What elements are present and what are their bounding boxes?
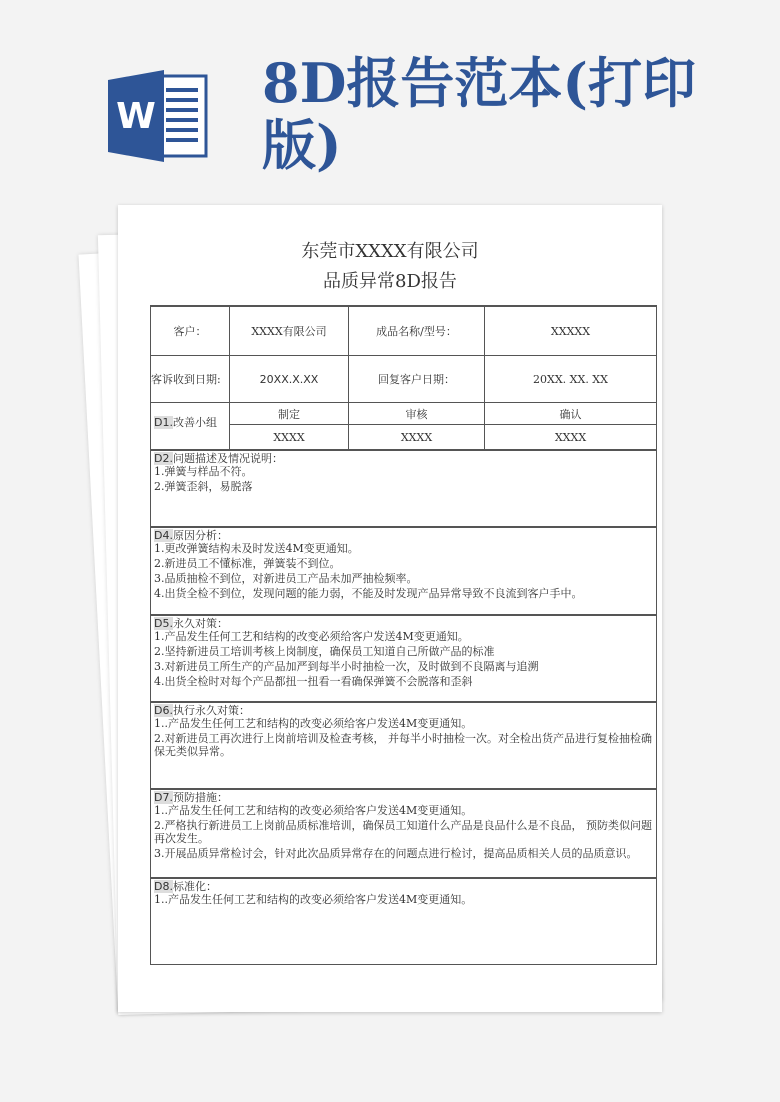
section-line: 1.弹簧与样品不符。 xyxy=(154,465,253,478)
section-d4 xyxy=(150,526,657,615)
section-line: 1.产品发生任何工艺和结构的改变必须给客户发送4M变更通知。 xyxy=(154,630,469,643)
d1-text: 改善小组 xyxy=(172,416,217,429)
reply-date-label: 回复客户日期： xyxy=(348,355,485,403)
section-heading xyxy=(154,529,653,542)
section-tag: D5. xyxy=(154,617,173,630)
section-title: 标准化： xyxy=(172,880,217,893)
d1-value: XXXX xyxy=(484,424,657,450)
section-line: 2.坚持新进员工培训考核上岗制度，确保员工知道自己所做产品的标准 xyxy=(154,645,495,658)
section-line: 3.对新进员工所生产的产品加严到每半小时抽检一次，及时做到不良隔离与追溯 xyxy=(154,660,539,673)
section-title: 执行永久对策： xyxy=(172,704,250,717)
section-tag: D4. xyxy=(154,529,173,542)
section-d6 xyxy=(150,701,657,789)
section-tag: D7. xyxy=(154,791,173,804)
section-line: 3.开展品质异常检讨会，针对此次品质异常存在的问题点进行检讨，提高品质相关人员的品质意识。 xyxy=(154,847,638,860)
section-tag: D6. xyxy=(154,704,173,717)
complaint-date-value: 20XX.X.XX xyxy=(229,355,349,403)
banner-title: 8D报告范本(打印版) xyxy=(262,51,696,177)
svg-text:W: W xyxy=(116,96,156,137)
section-title: 预防措施： xyxy=(172,791,228,804)
word-document-icon xyxy=(108,70,208,162)
section-line: 1..产品发生任何工艺和结构的改变必须给客户发送4M变更通知。 xyxy=(154,717,473,730)
section-tag: D2. xyxy=(154,452,173,465)
section-tag: D8. xyxy=(154,880,173,893)
section-title: 问题描述及情况说明： xyxy=(172,452,283,465)
section-title: 原因分析： xyxy=(172,529,228,542)
section-line: 1..产品发生任何工艺和结构的改变必须给客户发送4M变更通知。 xyxy=(154,804,473,817)
section-line: 1.更改弹簧结构未及时发送4M变更通知。 xyxy=(154,542,359,555)
section-line: 2.新进员工不懂标准，弹簧装不到位。 xyxy=(154,557,341,570)
section-d7 xyxy=(150,788,657,878)
d1-label xyxy=(150,402,230,450)
section-line: 4.出货全检时对每个产品都扭一扭看一看确保弹簧不会脱落和歪斜 xyxy=(154,675,473,688)
d1-tag: D1. xyxy=(154,416,173,429)
section-heading xyxy=(154,704,653,717)
complaint-date-label: 客诉收到日期: xyxy=(150,355,230,403)
section-d5 xyxy=(150,614,657,702)
section-line: 2.弹簧歪斜，易脱落 xyxy=(154,480,253,493)
section-heading xyxy=(154,617,653,630)
d1-header: 确认 xyxy=(484,402,657,425)
section-title: 永久对策： xyxy=(172,617,228,630)
section-heading xyxy=(154,791,653,804)
section-line: 2.严格执行新进员工上岗前品质标准培训，确保员工知道什么产品是良品什么是不良品， 预防类似问题再次发生。 xyxy=(154,819,652,845)
d1-value: XXXX xyxy=(229,424,349,450)
product-label: 成品名称/型号： xyxy=(348,305,485,356)
report-title: 品质异常8D报告 xyxy=(323,271,457,292)
section-line: 3.品质抽检不到位，对新进员工产品未加严抽检频率。 xyxy=(154,572,418,585)
section-heading xyxy=(154,452,653,465)
d1-value: XXXX xyxy=(348,424,485,450)
product-value: XXXXX xyxy=(484,305,657,356)
customer-label: 客户： xyxy=(150,305,230,356)
section-line: 2.对新进员工再次进行上岗前培训及检查考核， 并每半小时抽检一次。对全检出货产品进行复检抽检确保无类似异常。 xyxy=(154,732,652,758)
section-line: 1..产品发生任何工艺和结构的改变必须给客户发送4M变更通知。 xyxy=(154,893,473,906)
customer-value: XXXX有限公司 xyxy=(229,305,349,356)
d1-header: 制定 xyxy=(229,402,349,425)
d1-header: 审核 xyxy=(348,402,485,425)
section-heading xyxy=(154,880,653,893)
section-d8 xyxy=(150,877,657,965)
section-d2 xyxy=(150,449,657,527)
section-line: 4.出货全检不到位，发现问题的能力弱，不能及时发现产品异常导致不良流到客户手中。 xyxy=(154,587,583,600)
reply-date-value: 20XX. XX. XX xyxy=(484,355,657,403)
company-name: 东莞市XXXX有限公司 xyxy=(301,241,479,262)
